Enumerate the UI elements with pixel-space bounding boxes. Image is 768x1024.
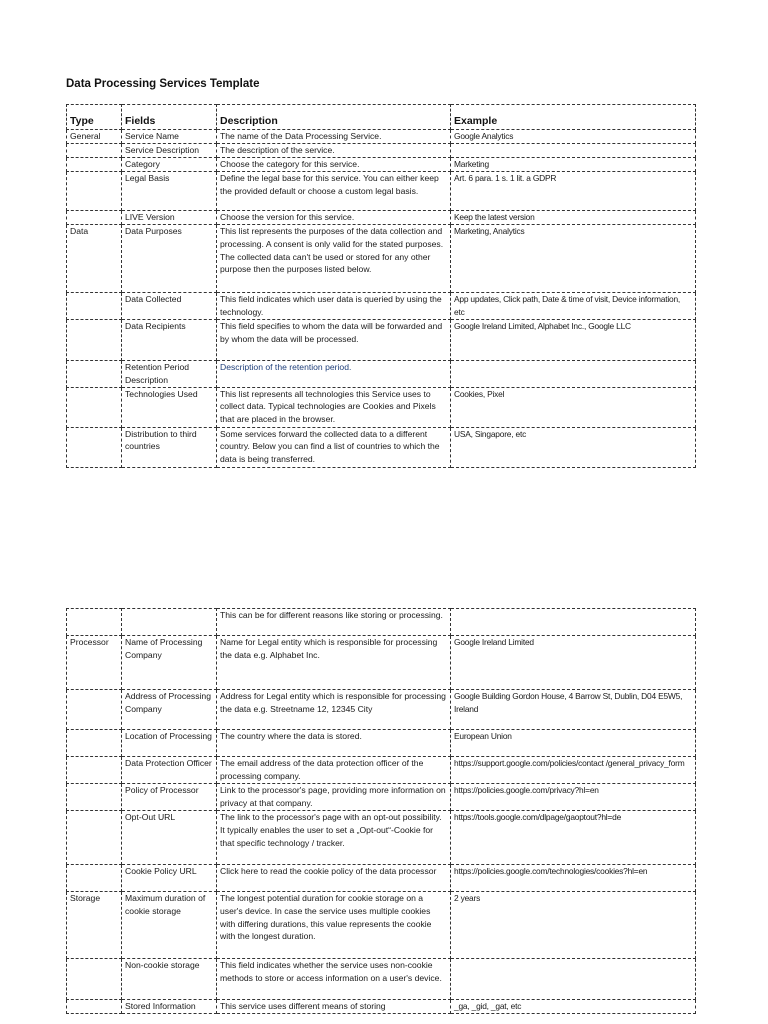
field-cell: LIVE Version (122, 211, 217, 225)
type-cell (67, 158, 122, 172)
table-row (67, 811, 696, 865)
type-cell (67, 690, 122, 730)
description-cell: The name of the Data Processing Service. (217, 130, 451, 144)
type-cell (67, 427, 122, 467)
field-cell: Data Collected (122, 293, 217, 320)
field-cell: Policy of Processor (122, 784, 217, 811)
example-cell (451, 959, 696, 1000)
table-row (67, 361, 696, 388)
table-row (67, 636, 696, 690)
description-cell: The country where the data is stored. (217, 730, 451, 757)
table-row (67, 293, 696, 320)
type-cell (67, 865, 122, 892)
example-cell: 2 years (451, 892, 696, 959)
field-cell: Data Recipients (122, 320, 217, 361)
example-cell (451, 609, 696, 636)
type-cell: Processor (67, 636, 122, 690)
example-cell: Google Ireland Limited, Alphabet Inc., Google LLC (451, 320, 696, 361)
description-cell: Choose the category for this service. (217, 158, 451, 172)
table-row (67, 130, 696, 144)
example-cell: Cookies, Pixel (451, 387, 696, 427)
table-row (67, 757, 696, 784)
table-row (67, 158, 696, 172)
field-cell: Location of Processing (122, 730, 217, 757)
table-row (67, 172, 696, 211)
description-cell: The email address of the data protection officer of the processing company. (217, 757, 451, 784)
description-cell: The longest potential duration for cookie storage on a user's device. In case the service uses multiple cookies with differing durations, this value represents the cookie with the longest duration. (217, 892, 451, 959)
field-cell: Category (122, 158, 217, 172)
field-cell: Maximum duration of cookie storage (122, 892, 217, 959)
description-cell: This field indicates whether the service uses non-cookie methods to store or access information on a user's device. (217, 959, 451, 1000)
data-processing-table-part-1 (66, 104, 696, 468)
field-cell: Data Protection Officer (122, 757, 217, 784)
example-cell: Google Analytics (451, 130, 696, 144)
type-cell (67, 959, 122, 1000)
type-cell: Storage (67, 892, 122, 959)
table-row (67, 1000, 696, 1014)
example-cell: Marketing, Analytics (451, 225, 696, 293)
example-cell: Keep the latest version (451, 211, 696, 225)
example-cell: Marketing (451, 158, 696, 172)
description-cell: Description of the retention period. (217, 361, 451, 388)
description-cell: This list represents all technologies this Service uses to collect data. Typical technologies are Cookies and Pixels that are placed in the browser. (217, 387, 451, 427)
description-cell: Some services forward the collected data to a different country. Below you can find a list of countries to which the data is being transferred. (217, 427, 451, 467)
type-cell (67, 1000, 122, 1014)
table-row (67, 225, 696, 293)
type-cell: Data (67, 225, 122, 293)
field-cell: Service Description (122, 144, 217, 158)
table-row (67, 144, 696, 158)
example-cell: https://policies.google.com/privacy?hl=en (451, 784, 696, 811)
type-cell (67, 784, 122, 811)
description-cell: This can be for different reasons like storing or processing. (217, 609, 451, 636)
example-cell: https://tools.google.com/dlpage/gaoptout?hl=de (451, 811, 696, 865)
type-cell (67, 387, 122, 427)
example-cell: Art. 6 para. 1 s. 1 lit. a GDPR (451, 172, 696, 211)
field-cell: Stored Information (122, 1000, 217, 1014)
description-cell: This service uses different means of storing (217, 1000, 451, 1014)
description-cell: This field specifies to whom the data will be forwarded and by whom the data will be processed. (217, 320, 451, 361)
table-row (67, 959, 696, 1000)
field-cell: Distribution to third countries (122, 427, 217, 467)
field-cell: Opt-Out URL (122, 811, 217, 865)
type-cell (67, 609, 122, 636)
table-header-row (67, 105, 696, 130)
data-processing-table-part-2 (66, 608, 696, 1014)
example-cell: _ga, _gid, _gat, etc (451, 1000, 696, 1014)
type-cell: General (67, 130, 122, 144)
type-cell (67, 144, 122, 158)
description-cell: Address for Legal entity which is responsible for processing the data e.g. Streetname 12, 12345 City (217, 690, 451, 730)
example-cell (451, 361, 696, 388)
table-row (67, 892, 696, 959)
header-description: Description (217, 105, 451, 130)
description-cell: This list represents the purposes of the data collection and processing. A consent is only valid for the stated purposes. The collected data can't be used or stored for any other purpose then the purposes listed below. (217, 225, 451, 293)
type-cell (67, 211, 122, 225)
field-cell: Data Purposes (122, 225, 217, 293)
description-cell: The description of the service. (217, 144, 451, 158)
type-cell (67, 757, 122, 784)
field-cell: Address of Processing Company (122, 690, 217, 730)
example-cell: Google Building Gordon House, 4 Barrow St, Dublin, D04 E5W5, Ireland (451, 690, 696, 730)
example-cell: App updates, Click path, Date & time of visit, Device information, etc (451, 293, 696, 320)
field-cell (122, 609, 217, 636)
description-cell: Define the legal base for this service. You can either keep the provided default or choose a custom legal basis. (217, 172, 451, 211)
field-cell: Non-cookie storage (122, 959, 217, 1000)
field-cell: Technologies Used (122, 387, 217, 427)
header-example: Example (451, 105, 696, 130)
example-cell: USA, Singapore, etc (451, 427, 696, 467)
example-cell: https://support.google.com/policies/contact /general_privacy_form (451, 757, 696, 784)
table-row (67, 387, 696, 427)
description-cell: Click here to read the cookie policy of the data processor (217, 865, 451, 892)
table-row (67, 427, 696, 467)
example-cell: https://policies.google.com/technologies/cookies?hl=en (451, 865, 696, 892)
type-cell (67, 293, 122, 320)
table-row (67, 865, 696, 892)
field-cell: Name of Processing Company (122, 636, 217, 690)
header-fields: Fields (122, 105, 217, 130)
header-type: Type (67, 105, 122, 130)
table-row (67, 609, 696, 636)
table-row (67, 690, 696, 730)
example-cell: European Union (451, 730, 696, 757)
type-cell (67, 320, 122, 361)
table-row (67, 784, 696, 811)
document-title: Data Processing Services Template (66, 78, 260, 90)
description-cell: Name for Legal entity which is responsible for processing the data e.g. Alphabet Inc. (217, 636, 451, 690)
table-row (67, 211, 696, 225)
description-cell: Link to the processor's page, providing more information on privacy at that company. (217, 784, 451, 811)
field-cell: Cookie Policy URL (122, 865, 217, 892)
description-cell: Choose the version for this service. (217, 211, 451, 225)
type-cell (67, 172, 122, 211)
field-cell: Legal Basis (122, 172, 217, 211)
example-cell (451, 144, 696, 158)
field-cell: Retention Period Description (122, 361, 217, 388)
type-cell (67, 811, 122, 865)
table-row (67, 730, 696, 757)
description-cell: The link to the processor's page with an opt-out possibility. It typically enables the user to set a „Opt-out“-Cookie for that specific technology / tracker. (217, 811, 451, 865)
type-cell (67, 730, 122, 757)
field-cell: Service Name (122, 130, 217, 144)
type-cell (67, 361, 122, 388)
description-cell: This field indicates which user data is queried by using the technology. (217, 293, 451, 320)
table-row (67, 320, 696, 361)
example-cell: Google Ireland Limited (451, 636, 696, 690)
